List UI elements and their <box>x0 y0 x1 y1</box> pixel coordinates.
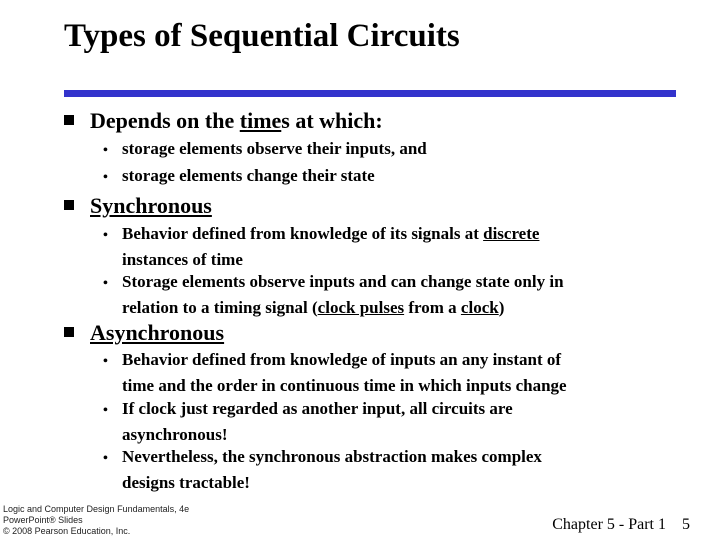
sub-bullet-text: ) <box>498 298 505 317</box>
bullet-label: Synchronous <box>90 193 212 218</box>
sub-bullet-text: Behavior defined from knowledge of its signals at <box>122 224 484 243</box>
publisher-credit <box>3 504 189 537</box>
sub-bullet-text: Behavior defined from knowledge of inputs an any instant of <box>122 350 562 369</box>
bullet-asynchronous <box>64 320 224 346</box>
book-title: Logic and Computer Design Fundamentals, 4e <box>3 504 190 514</box>
slide-footer <box>552 516 690 534</box>
bullet-text-post: s at which: <box>281 108 383 133</box>
sub-bullet <box>103 222 539 272</box>
dot-bullet-icon: • <box>103 451 108 466</box>
bullet-text-underlined: time <box>239 108 282 133</box>
dot-bullet-icon: • <box>103 143 108 158</box>
sub-bullet-text: If clock just regarded as another input, all circuits are <box>122 399 513 418</box>
sub-bullet-underlined: clock pulses <box>317 298 405 317</box>
sub-bullet-text: relation to a timing signal ( <box>122 298 318 317</box>
bullet-synchronous <box>64 193 212 219</box>
sub-bullet-text: storage elements change their state <box>122 166 375 185</box>
dot-bullet-icon: • <box>103 403 108 418</box>
dot-bullet-icon: • <box>103 276 108 291</box>
sub-bullet <box>103 270 564 320</box>
sub-bullet-underlined: discrete <box>483 224 540 243</box>
title-underline-rule <box>64 90 676 97</box>
sub-bullet <box>103 397 513 447</box>
page-number: 5 <box>682 516 690 533</box>
dot-bullet-icon: • <box>103 170 108 185</box>
square-bullet-icon <box>64 115 74 125</box>
square-bullet-icon <box>64 327 74 337</box>
sub-bullet-continuation: asynchronous! <box>122 425 228 444</box>
sub-bullet-continuation: instances of time <box>122 250 243 269</box>
sub-bullet-text: Storage elements observe inputs and can change state only in <box>122 272 564 291</box>
sub-bullet-continuation: time and the order in continuous time in which inputs change <box>122 376 567 395</box>
sub-bullet <box>103 445 542 495</box>
sub-bullet-text: Nevertheless, the synchronous abstraction makes complex <box>122 447 542 466</box>
slide-title: Types of Sequential Circuits <box>64 18 460 54</box>
slides-label: PowerPoint® Slides <box>3 515 83 525</box>
sub-bullet-text: from a <box>404 298 461 317</box>
sub-bullet-continuation <box>103 296 564 320</box>
bullet-label: Asynchronous <box>90 320 225 345</box>
chapter-label: Chapter 5 - Part 1 <box>552 516 666 533</box>
copyright: © 2008 Pearson Education, Inc. <box>3 526 131 536</box>
sub-bullet-underlined: clock <box>460 298 499 317</box>
square-bullet-icon <box>64 200 74 210</box>
sub-bullet-continuation: designs tractable! <box>122 473 250 492</box>
sub-bullet <box>103 164 375 190</box>
sub-bullet <box>103 348 567 398</box>
dot-bullet-icon: • <box>103 354 108 369</box>
sub-bullet <box>103 137 427 163</box>
dot-bullet-icon: • <box>103 228 108 243</box>
bullet-depends-on-times <box>64 108 383 134</box>
sub-bullet-text: storage elements observe their inputs, and <box>122 139 427 158</box>
bullet-text-pre: Depends on the <box>90 108 240 133</box>
